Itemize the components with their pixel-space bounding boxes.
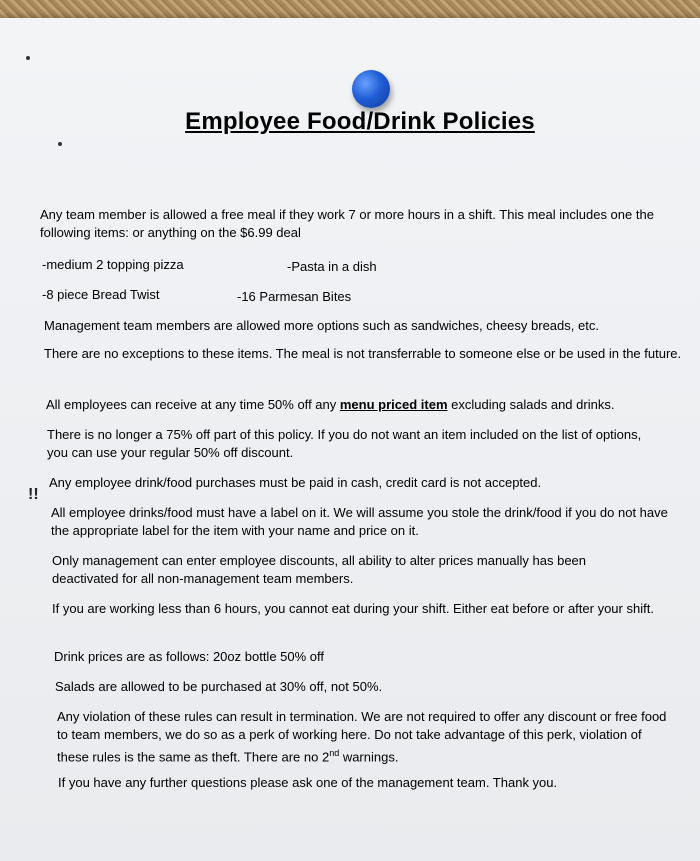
questions-paragraph: If you have any further questions please ask one of the management team. Thank you.	[58, 775, 558, 790]
list-item: -8 piece Bread Twist	[42, 287, 160, 302]
pin-hole	[58, 142, 62, 146]
discount-paragraph	[46, 396, 696, 414]
list-item: -16 Parmesan Bites	[237, 289, 352, 304]
discount-emphasis: menu priced item	[339, 397, 448, 412]
violation-text: Any violation of these rules can result in termination. We are not required to offer any discount or free food to team members, we do so as a perk of working here. Do not take advantage of this perk, violation of these rules is the same as theft. There are no 2	[57, 709, 667, 765]
intro-paragraph: Any team member is allowed a free meal if they work 7 or more hours in a shift. This meal includes one the following items: or anything on the $6.99 deal	[40, 207, 654, 240]
shift-length-paragraph: If you are working less than 6 hours, you cannot eat during your shift. Either eat before or after your shift.	[52, 601, 654, 616]
page-title: Employee Food/Drink Policies	[185, 108, 535, 135]
cash-only-paragraph: Any employee drink/food purchases must be paid in cash, credit card is not accepted.	[49, 475, 542, 490]
handwritten-mark: !!	[28, 486, 39, 503]
list-item: -Pasta in a dish	[287, 259, 377, 274]
management-paragraph: Management team members are allowed more options such as sandwiches, cheesy breads, etc.	[44, 318, 599, 333]
discount-text-end: excluding salads and drinks.	[447, 397, 615, 412]
label-rule-paragraph: All employee drinks/food must have a label on it. We will assume you stole the drink/food if you do not have the appropriate label for the item with your name and price on it.	[51, 505, 668, 538]
mgmt-discounts-paragraph: Only management can enter employee discounts, all ability to alter prices manually has been deactivated for all non-management team members.	[52, 553, 587, 586]
pin-hole	[26, 56, 30, 60]
salads-paragraph: Salads are allowed to be purchased at 30% off, not 50%.	[55, 679, 383, 694]
drink-prices-paragraph: Drink prices are as follows: 20oz bottle 50% off	[54, 649, 325, 664]
violation-superscript: nd	[329, 748, 340, 758]
list-item: -medium 2 topping pizza	[42, 257, 184, 272]
violation-paragraph	[57, 708, 674, 766]
violation-end: warnings.	[339, 749, 399, 765]
discount-text: All employees can receive at any time 50% off any	[46, 397, 340, 412]
exceptions-paragraph: There are no exceptions to these items. The meal is not transferrable to someone else or be used in the future.	[44, 346, 682, 361]
push-pin-icon	[352, 70, 390, 108]
no-75-paragraph: There is no longer a 75% off part of this policy. If you do not want an item included on the list of options, you can use your regular 50% off discount.	[47, 427, 642, 460]
